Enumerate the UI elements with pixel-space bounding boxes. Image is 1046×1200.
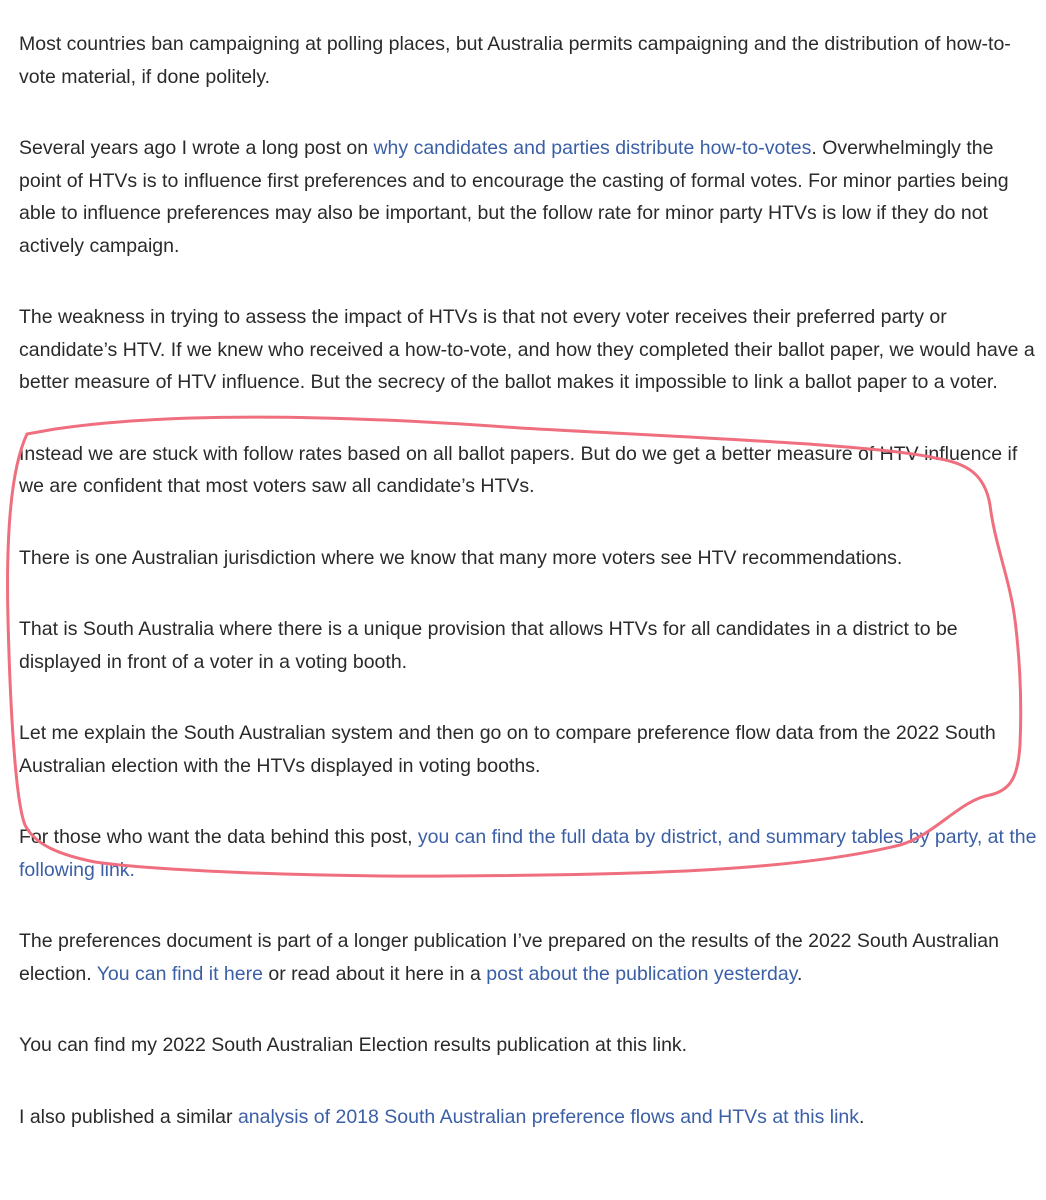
paragraph-2-text-before: Several years ago I wrote a long post on [19, 137, 374, 159]
article-body [19, 28, 1037, 1172]
paragraph-7 [19, 717, 1037, 782]
paragraph-9-text-after: . [797, 962, 803, 985]
paragraph-3 [19, 301, 1037, 399]
link-why-candidates-distribute-htvs[interactable]: why candidates and parties distribute how-to-votes [373, 137, 812, 159]
paragraph-11-text-after: . [859, 1105, 865, 1128]
paragraph-5 [19, 542, 1037, 575]
paragraph-6 [19, 613, 1037, 678]
paragraph-11-text-before: I also published a similar [19, 1105, 238, 1128]
paragraph-1-text: Most countries ban campaigning at polling places, but Australia permits campaigning and the distribution of how-to-vote material, if done politely. [19, 33, 1011, 88]
paragraph-9 [19, 925, 1037, 990]
paragraph-4 [19, 438, 1037, 503]
paragraph-2 [19, 132, 1037, 262]
paragraph-8 [19, 821, 1037, 886]
link-post-about-publication[interactable]: post about the publication yesterday [486, 962, 798, 985]
link-find-it-here[interactable]: You can find it here [96, 962, 263, 985]
paragraph-10-text: You can find my 2022 South Australian Election results publication at this link. [19, 1034, 688, 1056]
link-2018-analysis[interactable]: analysis of 2018 South Australian preference flows and HTVs at this link [237, 1105, 860, 1128]
paragraph-1 [19, 28, 1037, 93]
paragraph-9-text-middle: or read about it here in a [262, 962, 487, 985]
paragraph-11 [19, 1101, 1037, 1134]
paragraph-9-text-before: The preferences document is part of a longer publication I’ve prepared on the results of the 2022 South Australian election. [19, 930, 999, 985]
paragraph-5-text: There is one Australian jurisdiction where we know that many more voters see HTV recommendations. [19, 546, 903, 569]
paragraph-2-text-after: . Overwhelmingly the point of HTVs is to influence first preferences and to encourage the casting of formal votes. For minor parties being able to influence preferences may also be important, but the follow rate for minor party HTVs is low if they do not actively campaign. [19, 137, 1009, 257]
paragraph-7-text: Let me explain the South Australian system and then go on to compare preference flow data from the 2022 South Australian election with the HTVs displayed in voting booths. [19, 722, 996, 777]
paragraph-8-text-before: For those who want the data behind this post, [19, 826, 418, 848]
paragraph-4-text: Instead we are stuck with follow rates based on all ballot papers. But do we get a better measure of HTV influence if we are confident that most voters saw all candidate’s HTVs. [19, 442, 1018, 497]
paragraph-6-text: That is South Australia where there is a unique provision that allows HTVs for all candidates in a district to be displayed in front of a voter in a voting booth. [19, 618, 958, 673]
link-full-data-by-district[interactable]: you can find the full data by district, and summary tables by party, at the following link. [19, 826, 1037, 881]
paragraph-3-text: The weakness in trying to assess the impact of HTVs is that not every voter receives their preferred party or candidate’s HTV. If we knew who received a how-to-vote, and how they completed their ballot paper, we would have a better measure of HTV influence. But the secrecy of the ballot makes it impossible to link a ballot paper to a voter. [19, 306, 1035, 393]
paragraph-10 [19, 1029, 1037, 1062]
